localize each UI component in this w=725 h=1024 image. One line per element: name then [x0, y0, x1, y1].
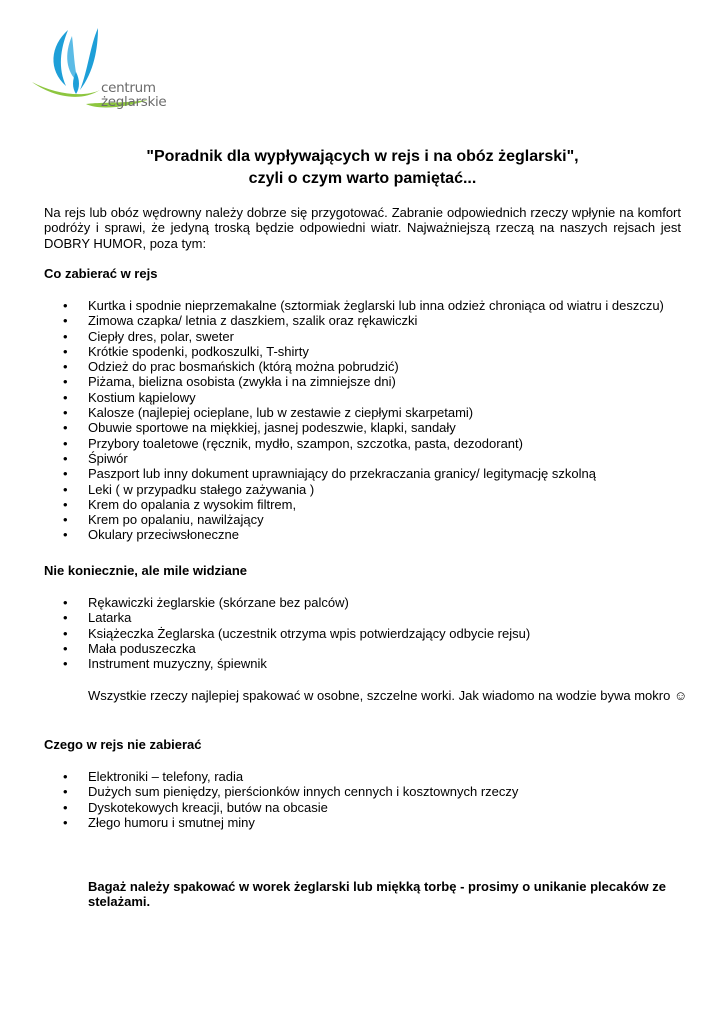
- list-item: • Dużych sum pieniędzy, pierścionków innych cennych i kosztownych rzeczy: [88, 784, 688, 799]
- list-item: • Paszport lub inny dokument uprawniający do przekraczania granicy/ legitymację szkolną: [88, 466, 688, 481]
- list-item: • Mała poduszeczka: [88, 641, 688, 656]
- list-item: • Kostium kąpielowy: [88, 390, 688, 405]
- list-avoid: [88, 769, 688, 830]
- list-optional: [88, 595, 688, 671]
- list-item: • Złego humoru i smutnej miny: [88, 815, 688, 830]
- title-line1: "Poradnik dla wypływających w rejs i na obóz żeglarski",: [146, 148, 579, 165]
- title-line2: czyli o czym warto pamiętać...: [248, 170, 477, 187]
- heading-optional: Nie koniecznie, ale mile widziane: [44, 563, 248, 578]
- list-item: • Latarka: [88, 610, 688, 625]
- list-item: • Śpiwór: [88, 451, 688, 466]
- list-item: • Leki ( w przypadku stałego zażywania ): [88, 482, 688, 497]
- logo-text: [101, 81, 166, 109]
- list-item: • Krem do opalania z wysokim filtrem,: [88, 497, 688, 512]
- list-item: • Okulary przeciwsłoneczne: [88, 527, 688, 542]
- logo-text-line2: żeglarskie: [101, 94, 167, 110]
- final-note: Bagaż należy spakować w worek żeglarski lub miękką torbę - prosimy o unikanie plecaków ze stelażami.: [88, 879, 666, 910]
- list-item: • Dyskotekowych kreacji, butów na obcasie: [88, 800, 688, 815]
- list-item: • Krótkie spodenki, podkoszulki, T-shirty: [88, 344, 688, 359]
- list-item: • Krem po opalaniu, nawilżający: [88, 512, 688, 527]
- list-item: • Elektroniki – telefony, radia: [88, 769, 688, 784]
- page-title: [44, 146, 681, 190]
- list-item: • Kalosze (najlepiej ocieplane, lub w zestawie z ciepłymi skarpetami): [88, 405, 688, 420]
- list-item: • Piżama, bielizna osobista (zwykła i na zimniejsze dni): [88, 374, 688, 389]
- list-item: • Kurtka i spodnie nieprzemakalne (sztormiak żeglarski lub inna odzież chroniąca od wiatru i deszczu): [88, 298, 688, 313]
- packing-note: Wszystkie rzeczy najlepiej spakować w osobne, szczelne worki. Jak wiadomo na wodzie bywa mokro ☺: [88, 688, 688, 703]
- centrum-zeglarskie-logo: [28, 24, 168, 116]
- list-bring: [88, 298, 688, 543]
- list-item: • Ciepły dres, polar, sweter: [88, 329, 688, 344]
- heading-bring: Co zabierać w rejs: [44, 266, 158, 281]
- list-item: • Zimowa czapka/ letnia z daszkiem, szalik oraz rękawiczki: [88, 313, 688, 328]
- list-item: • Obuwie sportowe na miękkiej, jasnej podeszwie, klapki, sandały: [88, 420, 688, 435]
- list-item: • Rękawiczki żeglarskie (skórzane bez palców): [88, 595, 688, 610]
- list-item: • Przybory toaletowe (ręcznik, mydło, szampon, szczotka, pasta, dezodorant): [88, 436, 688, 451]
- list-item: • Książeczka Żeglarska (uczestnik otrzyma wpis potwierdzający odbycie rejsu): [88, 626, 688, 641]
- list-item: • Odzież do prac bosmańskich (którą można pobrudzić): [88, 359, 688, 374]
- logo-text-line1: centrum: [101, 80, 156, 96]
- heading-avoid: Czego w rejs nie zabierać: [44, 737, 202, 752]
- list-item: • Instrument muzyczny, śpiewnik: [88, 656, 688, 671]
- intro-paragraph: Na rejs lub obóz wędrowny należy dobrze się przygotować. Zabranie odpowiednich rzeczy wpłynie na komfort podróży i sprawi, że jedyną troską będzie odpowiedni wiatr. Najważniejszą rzeczą na naszych rejsach jest DOBRY HUMOR, poza tym:: [44, 205, 681, 251]
